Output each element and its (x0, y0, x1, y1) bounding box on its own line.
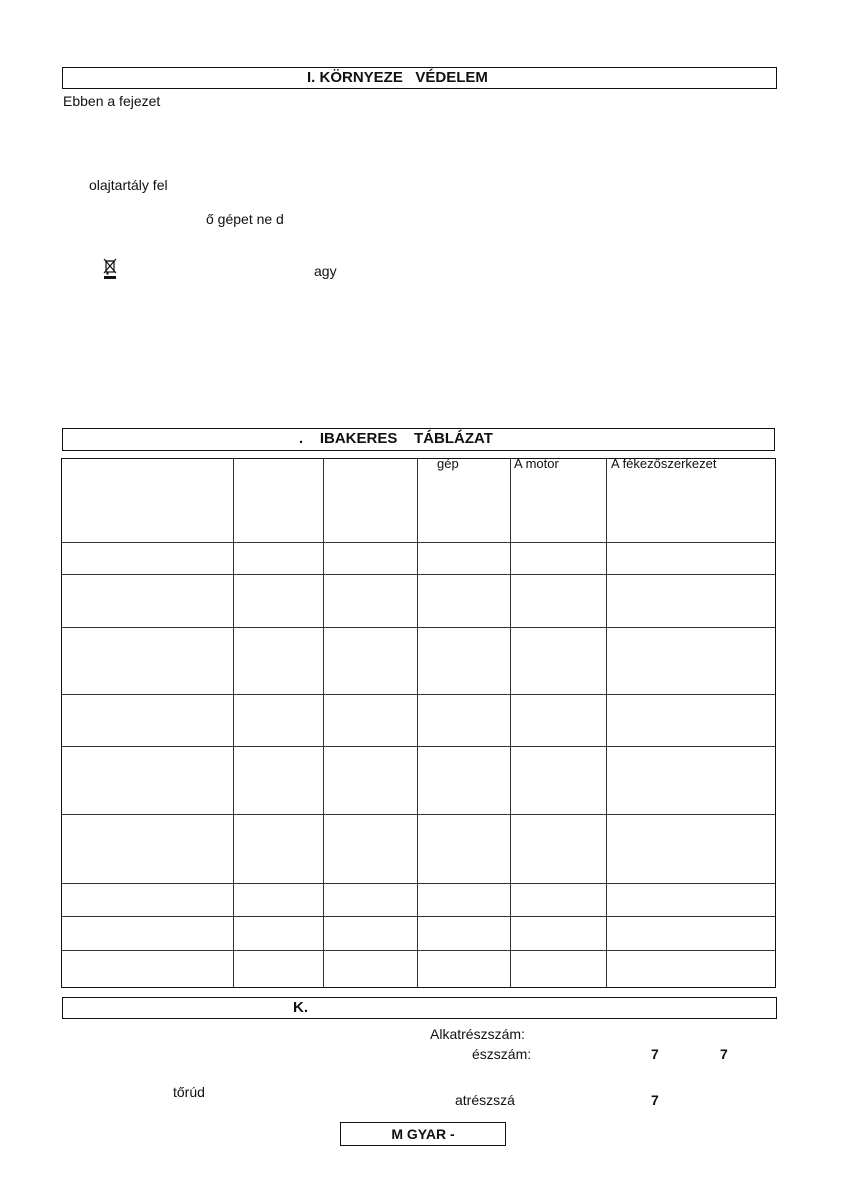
table-col-divider (510, 459, 511, 987)
environment-text-line-3: ő gépet ne d (206, 211, 284, 227)
parts-section-title: K. (293, 999, 308, 1016)
table-row-divider (62, 883, 775, 884)
table-row-divider (62, 814, 775, 815)
environment-section-header (62, 67, 777, 89)
parts-value-2b: 7 (720, 1046, 728, 1062)
table-row-divider (62, 916, 775, 917)
table-col-divider (417, 459, 418, 987)
table-col-divider (233, 459, 234, 987)
table-col-divider (606, 459, 607, 987)
parts-value-3: 7 (651, 1092, 659, 1108)
parts-label-2: észszám: (472, 1046, 532, 1062)
table-header-gep: gép (437, 456, 459, 471)
parts-value-2a: 7 (651, 1046, 659, 1062)
environment-section-title: I. KÖRNYEZE VÉDELEM (307, 69, 488, 86)
troubleshooting-section-title: . IBAKERES TÁBLÁZAT (299, 430, 493, 447)
wheelie-bin-crossed-icon (102, 258, 118, 280)
parts-label-1: Alkatrészszám: (430, 1026, 525, 1042)
table-row-divider (62, 542, 775, 543)
table-row-divider (62, 950, 775, 951)
table-header-brake: A fékezőszerkezet (611, 456, 717, 471)
table-header-motor: A motor (514, 456, 559, 471)
table-row-divider (62, 694, 775, 695)
parts-label-3: atrészszá (455, 1092, 515, 1108)
table-row-divider (62, 627, 775, 628)
environment-text-line-1: Ebben a fejezet (63, 93, 161, 109)
environment-text-line-2: olajtartály fel (89, 177, 168, 193)
page-footer-language-box (340, 1122, 506, 1146)
troubleshooting-table (61, 458, 776, 988)
environment-text-line-4: agy (314, 263, 337, 279)
table-col-divider (323, 459, 324, 987)
troubleshooting-section-header (62, 428, 775, 451)
page-footer-language: M GYAR - (391, 1126, 455, 1142)
parts-left-label: tőrúd (173, 1084, 205, 1100)
table-row-divider (62, 574, 775, 575)
table-row-divider (62, 746, 775, 747)
parts-section-header (62, 997, 777, 1019)
